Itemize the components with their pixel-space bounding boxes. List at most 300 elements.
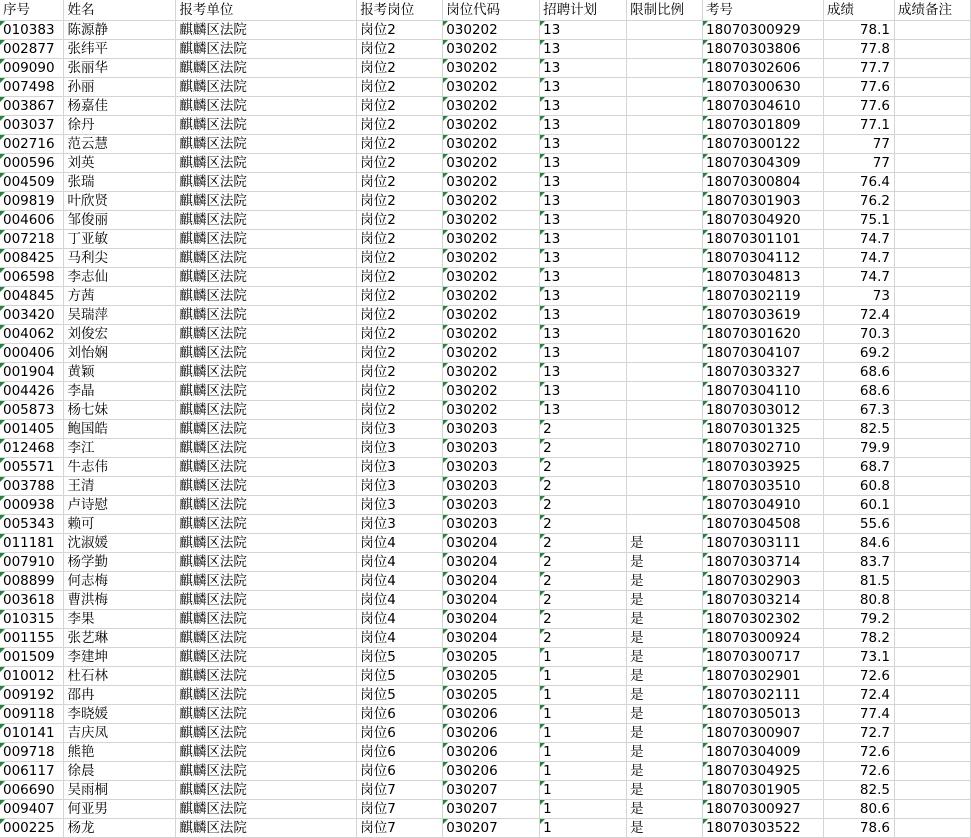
cell-serial-no[interactable]: 010012: [0, 667, 64, 686]
cell-position-code[interactable]: 030202: [443, 21, 540, 40]
cell-hiring-plan[interactable]: 1: [540, 762, 627, 781]
header-cell-name[interactable]: 姓名: [64, 0, 176, 21]
cell-name[interactable]: 李晓媛: [64, 705, 176, 724]
cell-exam-no[interactable]: 18070304813: [703, 268, 824, 287]
cell-exam-no[interactable]: 18070303714: [703, 553, 824, 572]
cell-unit[interactable]: 麒麟区法院: [176, 819, 357, 838]
cell-position-code[interactable]: 030203: [443, 420, 540, 439]
cell-hiring-plan[interactable]: 2: [540, 534, 627, 553]
cell-hiring-plan[interactable]: 13: [540, 59, 627, 78]
cell-score[interactable]: 84.6: [824, 534, 895, 553]
cell-unit[interactable]: 麒麟区法院: [176, 515, 357, 534]
cell-limit-ratio[interactable]: [627, 420, 703, 439]
cell-score-note[interactable]: [894, 819, 970, 838]
cell-position[interactable]: 岗位4: [357, 629, 443, 648]
cell-exam-no[interactable]: 18070301325: [703, 420, 824, 439]
cell-hiring-plan[interactable]: 1: [540, 800, 627, 819]
cell-exam-no[interactable]: 18070304920: [703, 211, 824, 230]
cell-position[interactable]: 岗位2: [357, 116, 443, 135]
cell-limit-ratio[interactable]: [627, 21, 703, 40]
cell-name[interactable]: 赖可: [64, 515, 176, 534]
cell-limit-ratio[interactable]: 是: [627, 572, 703, 591]
cell-score-note[interactable]: [894, 781, 970, 800]
cell-exam-no[interactable]: 18070303111: [703, 534, 824, 553]
cell-serial-no[interactable]: 000596: [0, 154, 64, 173]
cell-exam-no[interactable]: 18070301620: [703, 325, 824, 344]
cell-unit[interactable]: 麒麟区法院: [176, 667, 357, 686]
cell-exam-no[interactable]: 18070304508: [703, 515, 824, 534]
cell-hiring-plan[interactable]: 1: [540, 743, 627, 762]
cell-unit[interactable]: 麒麟区法院: [176, 458, 357, 477]
cell-exam-no[interactable]: 18070303327: [703, 363, 824, 382]
cell-hiring-plan[interactable]: 2: [540, 477, 627, 496]
cell-score[interactable]: 78.1: [824, 21, 895, 40]
cell-exam-no[interactable]: 18070304107: [703, 344, 824, 363]
cell-score[interactable]: 76.2: [824, 192, 895, 211]
cell-limit-ratio[interactable]: 是: [627, 819, 703, 838]
cell-position[interactable]: 岗位3: [357, 420, 443, 439]
cell-unit[interactable]: 麒麟区法院: [176, 97, 357, 116]
cell-serial-no[interactable]: 006598: [0, 268, 64, 287]
cell-score-note[interactable]: [894, 553, 970, 572]
cell-serial-no[interactable]: 003618: [0, 591, 64, 610]
cell-score[interactable]: 77.8: [824, 40, 895, 59]
cell-position-code[interactable]: 030202: [443, 382, 540, 401]
cell-score[interactable]: 78.6: [824, 819, 895, 838]
cell-position-code[interactable]: 030202: [443, 363, 540, 382]
cell-position[interactable]: 岗位3: [357, 458, 443, 477]
cell-limit-ratio[interactable]: 是: [627, 610, 703, 629]
cell-hiring-plan[interactable]: 2: [540, 496, 627, 515]
cell-exam-no[interactable]: 18070304112: [703, 249, 824, 268]
cell-limit-ratio[interactable]: [627, 97, 703, 116]
cell-serial-no[interactable]: 010141: [0, 724, 64, 743]
cell-score-note[interactable]: [894, 192, 970, 211]
header-cell-hiring-plan[interactable]: 招聘计划: [540, 0, 627, 21]
cell-exam-no[interactable]: 18070303522: [703, 819, 824, 838]
cell-position[interactable]: 岗位2: [357, 40, 443, 59]
cell-serial-no[interactable]: 001405: [0, 420, 64, 439]
cell-serial-no[interactable]: 012468: [0, 439, 64, 458]
header-cell-exam-no[interactable]: 考号: [703, 0, 824, 21]
cell-position[interactable]: 岗位3: [357, 477, 443, 496]
cell-serial-no[interactable]: 008899: [0, 572, 64, 591]
cell-position[interactable]: 岗位4: [357, 591, 443, 610]
cell-limit-ratio[interactable]: [627, 458, 703, 477]
cell-serial-no[interactable]: 009192: [0, 686, 64, 705]
cell-hiring-plan[interactable]: 13: [540, 268, 627, 287]
cell-name[interactable]: 邹俊丽: [64, 211, 176, 230]
cell-score-note[interactable]: [894, 667, 970, 686]
cell-hiring-plan[interactable]: 13: [540, 211, 627, 230]
cell-exam-no[interactable]: 18070300122: [703, 135, 824, 154]
cell-name[interactable]: 李江: [64, 439, 176, 458]
cell-serial-no[interactable]: 002716: [0, 135, 64, 154]
cell-serial-no[interactable]: 004426: [0, 382, 64, 401]
cell-score-note[interactable]: [894, 21, 970, 40]
cell-hiring-plan[interactable]: 1: [540, 781, 627, 800]
cell-position[interactable]: 岗位2: [357, 287, 443, 306]
cell-serial-no[interactable]: 007218: [0, 230, 64, 249]
cell-unit[interactable]: 麒麟区法院: [176, 325, 357, 344]
cell-position[interactable]: 岗位2: [357, 192, 443, 211]
cell-unit[interactable]: 麒麟区法院: [176, 78, 357, 97]
cell-score[interactable]: 80.6: [824, 800, 895, 819]
cell-score-note[interactable]: [894, 401, 970, 420]
cell-name[interactable]: 张艺琳: [64, 629, 176, 648]
cell-hiring-plan[interactable]: 2: [540, 629, 627, 648]
cell-limit-ratio[interactable]: 是: [627, 648, 703, 667]
cell-unit[interactable]: 麒麟区法院: [176, 781, 357, 800]
cell-position-code[interactable]: 030207: [443, 800, 540, 819]
cell-name[interactable]: 王清: [64, 477, 176, 496]
cell-name[interactable]: 鲍国皓: [64, 420, 176, 439]
cell-position[interactable]: 岗位4: [357, 572, 443, 591]
cell-hiring-plan[interactable]: 13: [540, 135, 627, 154]
cell-limit-ratio[interactable]: 是: [627, 667, 703, 686]
cell-score[interactable]: 82.5: [824, 420, 895, 439]
cell-score-note[interactable]: [894, 458, 970, 477]
cell-position[interactable]: 岗位7: [357, 819, 443, 838]
cell-limit-ratio[interactable]: [627, 382, 703, 401]
cell-score[interactable]: 77.6: [824, 78, 895, 97]
cell-serial-no[interactable]: 010315: [0, 610, 64, 629]
cell-position-code[interactable]: 030202: [443, 325, 540, 344]
cell-serial-no[interactable]: 000406: [0, 344, 64, 363]
cell-limit-ratio[interactable]: [627, 401, 703, 420]
cell-score-note[interactable]: [894, 572, 970, 591]
cell-position[interactable]: 岗位2: [357, 230, 443, 249]
cell-exam-no[interactable]: 18070301903: [703, 192, 824, 211]
cell-limit-ratio[interactable]: [627, 287, 703, 306]
cell-name[interactable]: 何志梅: [64, 572, 176, 591]
cell-serial-no[interactable]: 003037: [0, 116, 64, 135]
cell-score[interactable]: 79.2: [824, 610, 895, 629]
cell-position-code[interactable]: 030205: [443, 648, 540, 667]
cell-score-note[interactable]: [894, 382, 970, 401]
cell-score-note[interactable]: [894, 420, 970, 439]
cell-limit-ratio[interactable]: [627, 344, 703, 363]
cell-name[interactable]: 叶欣贤: [64, 192, 176, 211]
cell-exam-no[interactable]: 18070301809: [703, 116, 824, 135]
cell-score-note[interactable]: [894, 515, 970, 534]
cell-hiring-plan[interactable]: 13: [540, 192, 627, 211]
cell-score[interactable]: 82.5: [824, 781, 895, 800]
cell-exam-no[interactable]: 18070302302: [703, 610, 824, 629]
cell-unit[interactable]: 麒麟区法院: [176, 762, 357, 781]
cell-score-note[interactable]: [894, 325, 970, 344]
header-cell-score-note[interactable]: 成绩备注: [894, 0, 970, 21]
cell-score-note[interactable]: [894, 59, 970, 78]
cell-name[interactable]: 杜石林: [64, 667, 176, 686]
cell-score-note[interactable]: [894, 363, 970, 382]
cell-unit[interactable]: 麒麟区法院: [176, 743, 357, 762]
cell-position[interactable]: 岗位2: [357, 363, 443, 382]
cell-score[interactable]: 70.3: [824, 325, 895, 344]
cell-score-note[interactable]: [894, 705, 970, 724]
cell-position-code[interactable]: 030203: [443, 439, 540, 458]
cell-score-note[interactable]: [894, 116, 970, 135]
cell-unit[interactable]: 麒麟区法院: [176, 249, 357, 268]
cell-name[interactable]: 丁亚敏: [64, 230, 176, 249]
cell-position[interactable]: 岗位5: [357, 686, 443, 705]
cell-hiring-plan[interactable]: 13: [540, 154, 627, 173]
cell-unit[interactable]: 麒麟区法院: [176, 40, 357, 59]
cell-score[interactable]: 72.4: [824, 686, 895, 705]
cell-hiring-plan[interactable]: 13: [540, 116, 627, 135]
cell-position-code[interactable]: 030206: [443, 743, 540, 762]
cell-hiring-plan[interactable]: 13: [540, 344, 627, 363]
cell-score[interactable]: 74.7: [824, 249, 895, 268]
cell-exam-no[interactable]: 18070304309: [703, 154, 824, 173]
cell-score[interactable]: 72.6: [824, 762, 895, 781]
cell-position[interactable]: 岗位2: [357, 78, 443, 97]
cell-name[interactable]: 范云慧: [64, 135, 176, 154]
cell-limit-ratio[interactable]: [627, 116, 703, 135]
cell-position[interactable]: 岗位7: [357, 781, 443, 800]
cell-unit[interactable]: 麒麟区法院: [176, 610, 357, 629]
cell-exam-no[interactable]: 18070300630: [703, 78, 824, 97]
cell-name[interactable]: 张纬平: [64, 40, 176, 59]
cell-name[interactable]: 牛志伟: [64, 458, 176, 477]
cell-score[interactable]: 77.1: [824, 116, 895, 135]
cell-score[interactable]: 67.3: [824, 401, 895, 420]
cell-score-note[interactable]: [894, 173, 970, 192]
cell-exam-no[interactable]: 18070300804: [703, 173, 824, 192]
cell-limit-ratio[interactable]: [627, 363, 703, 382]
cell-exam-no[interactable]: 18070302119: [703, 287, 824, 306]
cell-exam-no[interactable]: 18070300717: [703, 648, 824, 667]
cell-unit[interactable]: 麒麟区法院: [176, 629, 357, 648]
cell-limit-ratio[interactable]: [627, 306, 703, 325]
cell-serial-no[interactable]: 007498: [0, 78, 64, 97]
cell-position-code[interactable]: 030205: [443, 686, 540, 705]
cell-position[interactable]: 岗位2: [357, 21, 443, 40]
cell-hiring-plan[interactable]: 2: [540, 439, 627, 458]
cell-position[interactable]: 岗位4: [357, 610, 443, 629]
cell-position[interactable]: 岗位6: [357, 724, 443, 743]
cell-limit-ratio[interactable]: [627, 192, 703, 211]
cell-score[interactable]: 75.1: [824, 211, 895, 230]
cell-score[interactable]: 73: [824, 287, 895, 306]
cell-name[interactable]: 李果: [64, 610, 176, 629]
cell-score-note[interactable]: [894, 762, 970, 781]
cell-hiring-plan[interactable]: 13: [540, 382, 627, 401]
cell-position-code[interactable]: 030204: [443, 610, 540, 629]
cell-exam-no[interactable]: 18070304110: [703, 382, 824, 401]
cell-score-note[interactable]: [894, 743, 970, 762]
cell-hiring-plan[interactable]: 13: [540, 325, 627, 344]
cell-limit-ratio[interactable]: [627, 154, 703, 173]
cell-name[interactable]: 杨嘉佳: [64, 97, 176, 116]
cell-position-code[interactable]: 030202: [443, 192, 540, 211]
cell-score-note[interactable]: [894, 287, 970, 306]
cell-serial-no[interactable]: 004509: [0, 173, 64, 192]
cell-score-note[interactable]: [894, 629, 970, 648]
cell-serial-no[interactable]: 005873: [0, 401, 64, 420]
cell-limit-ratio[interactable]: [627, 40, 703, 59]
cell-score[interactable]: 80.8: [824, 591, 895, 610]
cell-name[interactable]: 张丽华: [64, 59, 176, 78]
cell-hiring-plan[interactable]: 1: [540, 705, 627, 724]
cell-name[interactable]: 黄颖: [64, 363, 176, 382]
cell-limit-ratio[interactable]: [627, 59, 703, 78]
cell-limit-ratio[interactable]: 是: [627, 686, 703, 705]
cell-unit[interactable]: 麒麟区法院: [176, 268, 357, 287]
cell-score-note[interactable]: [894, 40, 970, 59]
cell-limit-ratio[interactable]: 是: [627, 705, 703, 724]
cell-score[interactable]: 73.1: [824, 648, 895, 667]
cell-unit[interactable]: 麒麟区法院: [176, 135, 357, 154]
cell-unit[interactable]: 麒麟区法院: [176, 382, 357, 401]
cell-limit-ratio[interactable]: [627, 515, 703, 534]
cell-name[interactable]: 杨七妹: [64, 401, 176, 420]
cell-unit[interactable]: 麒麟区法院: [176, 401, 357, 420]
cell-position-code[interactable]: 030204: [443, 572, 540, 591]
cell-serial-no[interactable]: 004845: [0, 287, 64, 306]
cell-name[interactable]: 卢诗慰: [64, 496, 176, 515]
cell-score[interactable]: 72.6: [824, 667, 895, 686]
cell-unit[interactable]: 麒麟区法院: [176, 344, 357, 363]
cell-exam-no[interactable]: 18070303619: [703, 306, 824, 325]
cell-serial-no[interactable]: 007910: [0, 553, 64, 572]
cell-position[interactable]: 岗位5: [357, 648, 443, 667]
cell-exam-no[interactable]: 18070304009: [703, 743, 824, 762]
cell-unit[interactable]: 麒麟区法院: [176, 648, 357, 667]
cell-name[interactable]: 刘俊宏: [64, 325, 176, 344]
cell-name[interactable]: 徐晨: [64, 762, 176, 781]
cell-unit[interactable]: 麒麟区法院: [176, 287, 357, 306]
cell-score[interactable]: 77.6: [824, 97, 895, 116]
cell-limit-ratio[interactable]: [627, 78, 703, 97]
cell-position-code[interactable]: 030204: [443, 629, 540, 648]
cell-score-note[interactable]: [894, 154, 970, 173]
cell-serial-no[interactable]: 000938: [0, 496, 64, 515]
cell-score[interactable]: 76.4: [824, 173, 895, 192]
cell-position[interactable]: 岗位2: [357, 401, 443, 420]
header-cell-score[interactable]: 成绩: [824, 0, 895, 21]
cell-name[interactable]: 吉庆凤: [64, 724, 176, 743]
cell-unit[interactable]: 麒麟区法院: [176, 230, 357, 249]
cell-serial-no[interactable]: 009819: [0, 192, 64, 211]
cell-serial-no[interactable]: 001509: [0, 648, 64, 667]
cell-hiring-plan[interactable]: 13: [540, 78, 627, 97]
cell-limit-ratio[interactable]: 是: [627, 781, 703, 800]
cell-name[interactable]: 张瑞: [64, 173, 176, 192]
cell-name[interactable]: 邵冉: [64, 686, 176, 705]
cell-exam-no[interactable]: 18070301101: [703, 230, 824, 249]
cell-name[interactable]: 曹洪梅: [64, 591, 176, 610]
cell-score-note[interactable]: [894, 249, 970, 268]
cell-name[interactable]: 杨龙: [64, 819, 176, 838]
cell-position-code[interactable]: 030202: [443, 268, 540, 287]
cell-exam-no[interactable]: 18070304925: [703, 762, 824, 781]
cell-hiring-plan[interactable]: 1: [540, 648, 627, 667]
cell-limit-ratio[interactable]: 是: [627, 553, 703, 572]
cell-hiring-plan[interactable]: 13: [540, 287, 627, 306]
cell-hiring-plan[interactable]: 2: [540, 458, 627, 477]
cell-name[interactable]: 吴瑞萍: [64, 306, 176, 325]
cell-score-note[interactable]: [894, 496, 970, 515]
cell-unit[interactable]: 麒麟区法院: [176, 553, 357, 572]
cell-serial-no[interactable]: 006690: [0, 781, 64, 800]
cell-limit-ratio[interactable]: [627, 439, 703, 458]
cell-name[interactable]: 陈源静: [64, 21, 176, 40]
cell-name[interactable]: 孙丽: [64, 78, 176, 97]
cell-exam-no[interactable]: 18070300927: [703, 800, 824, 819]
cell-serial-no[interactable]: 005343: [0, 515, 64, 534]
cell-exam-no[interactable]: 18070302111: [703, 686, 824, 705]
cell-position-code[interactable]: 030202: [443, 344, 540, 363]
cell-position[interactable]: 岗位6: [357, 762, 443, 781]
cell-hiring-plan[interactable]: 13: [540, 40, 627, 59]
cell-position-code[interactable]: 030203: [443, 458, 540, 477]
cell-position-code[interactable]: 030204: [443, 553, 540, 572]
cell-score[interactable]: 79.9: [824, 439, 895, 458]
cell-limit-ratio[interactable]: [627, 230, 703, 249]
cell-hiring-plan[interactable]: 1: [540, 819, 627, 838]
cell-position[interactable]: 岗位7: [357, 800, 443, 819]
cell-exam-no[interactable]: 18070302901: [703, 667, 824, 686]
cell-position-code[interactable]: 030202: [443, 230, 540, 249]
cell-position[interactable]: 岗位3: [357, 515, 443, 534]
cell-score-note[interactable]: [894, 211, 970, 230]
cell-limit-ratio[interactable]: [627, 249, 703, 268]
cell-score-note[interactable]: [894, 268, 970, 287]
cell-position-code[interactable]: 030202: [443, 135, 540, 154]
cell-limit-ratio[interactable]: [627, 211, 703, 230]
cell-exam-no[interactable]: 18070300924: [703, 629, 824, 648]
header-cell-limit-ratio[interactable]: 限制比例: [627, 0, 703, 21]
cell-serial-no[interactable]: 011181: [0, 534, 64, 553]
cell-serial-no[interactable]: 004606: [0, 211, 64, 230]
cell-limit-ratio[interactable]: [627, 135, 703, 154]
cell-score[interactable]: 55.6: [824, 515, 895, 534]
cell-hiring-plan[interactable]: 1: [540, 667, 627, 686]
cell-exam-no[interactable]: 18070302903: [703, 572, 824, 591]
cell-position-code[interactable]: 030202: [443, 287, 540, 306]
cell-hiring-plan[interactable]: 13: [540, 97, 627, 116]
cell-hiring-plan[interactable]: 13: [540, 173, 627, 192]
cell-position-code[interactable]: 030203: [443, 496, 540, 515]
cell-name[interactable]: 吴雨桐: [64, 781, 176, 800]
cell-position-code[interactable]: 030203: [443, 477, 540, 496]
cell-serial-no[interactable]: 009118: [0, 705, 64, 724]
cell-score[interactable]: 74.7: [824, 230, 895, 249]
cell-score-note[interactable]: [894, 610, 970, 629]
cell-position[interactable]: 岗位2: [357, 211, 443, 230]
cell-name[interactable]: 刘英: [64, 154, 176, 173]
cell-hiring-plan[interactable]: 2: [540, 591, 627, 610]
cell-position-code[interactable]: 030202: [443, 173, 540, 192]
cell-position-code[interactable]: 030202: [443, 306, 540, 325]
cell-serial-no[interactable]: 001155: [0, 629, 64, 648]
cell-hiring-plan[interactable]: 13: [540, 401, 627, 420]
cell-name[interactable]: 何亚男: [64, 800, 176, 819]
cell-position[interactable]: 岗位5: [357, 667, 443, 686]
cell-score[interactable]: 69.2: [824, 344, 895, 363]
cell-score[interactable]: 78.2: [824, 629, 895, 648]
cell-position-code[interactable]: 030206: [443, 705, 540, 724]
cell-position[interactable]: 岗位2: [357, 325, 443, 344]
cell-unit[interactable]: 麒麟区法院: [176, 439, 357, 458]
cell-score-note[interactable]: [894, 135, 970, 154]
cell-score-note[interactable]: [894, 724, 970, 743]
header-cell-position[interactable]: 报考岗位: [357, 0, 443, 21]
cell-score-note[interactable]: [894, 344, 970, 363]
cell-name[interactable]: 杨学勤: [64, 553, 176, 572]
cell-unit[interactable]: 麒麟区法院: [176, 705, 357, 724]
